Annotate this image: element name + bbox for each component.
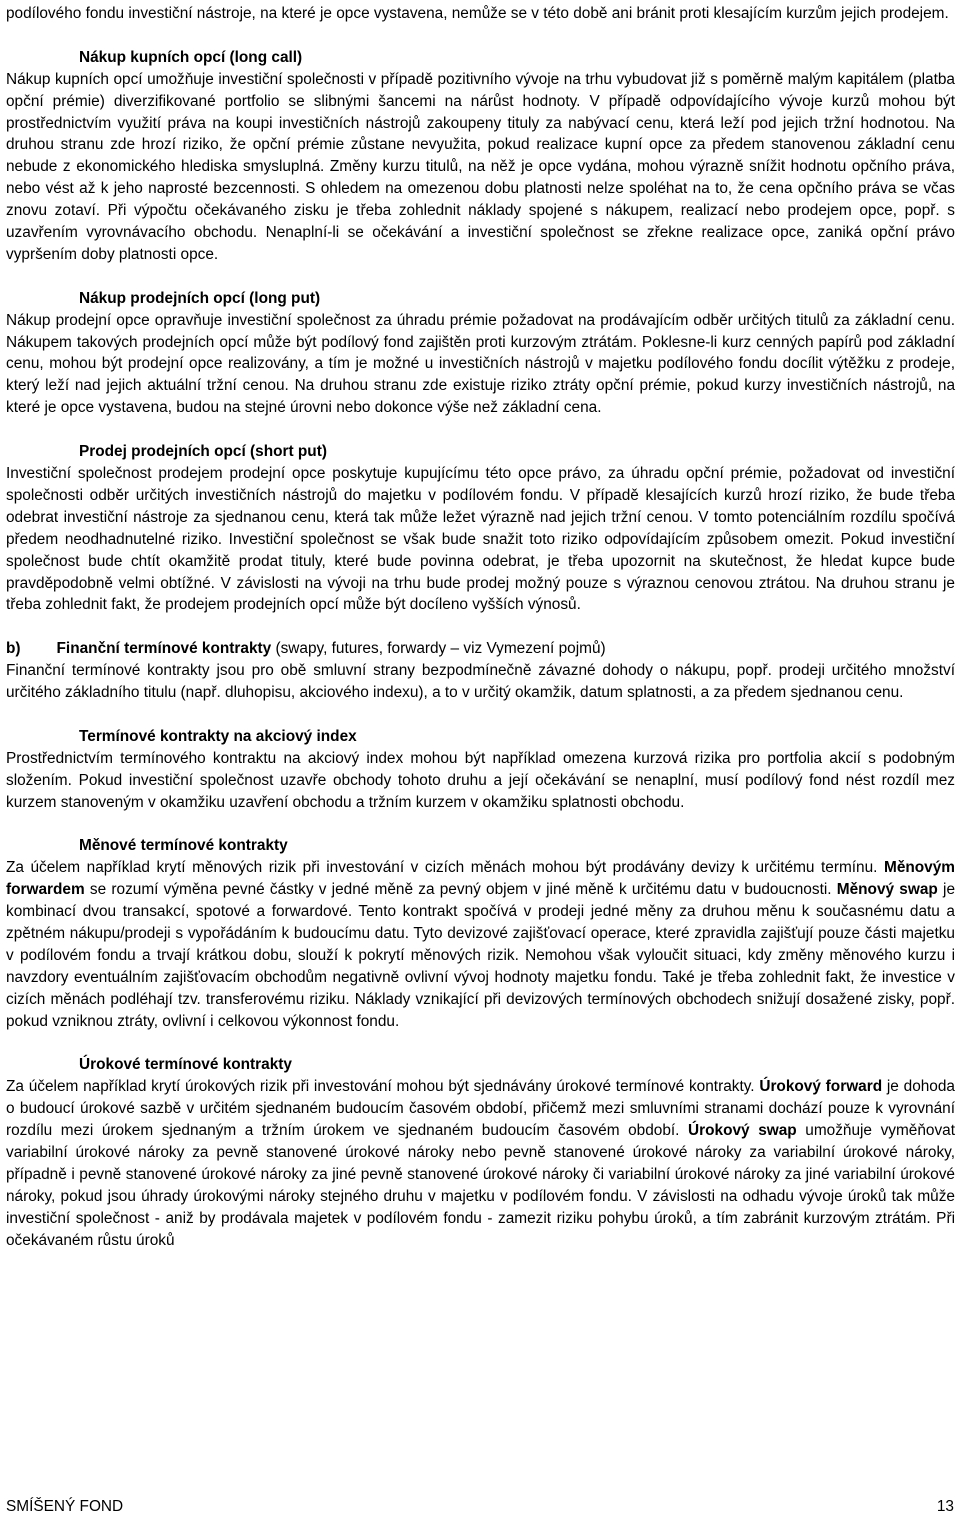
heading-index-futures: Termínové kontrakty na akciový index — [79, 727, 357, 745]
section-b-heading — [6, 638, 955, 660]
heading-long-put: Nákup prodejních opcí (long put) — [79, 289, 321, 307]
heading-short-put: Prodej prodejních opcí (short put) — [79, 443, 327, 461]
paragraph-financial-futures: Finanční termínové kontrakty jsou pro obě smluvní strany bezpodmínečně závazné dohody o nákupu, popř. prodeji určitého množství určitého základního titulu (např. dluhopisu, akciového indexu), a to v určitý okamžik, datum splatnosti, a za předem sjednanou cenu. — [6, 662, 955, 702]
fx-term-forward: Měnovým forwardem — [6, 859, 955, 899]
ir-text-1: Za účelem například krytí úrokových rizik při investování mohou být sjednávány úrokové termínové kontrakty. — [6, 1078, 760, 1096]
footer-fund-name: SMÍŠENÝ FOND — [6, 1498, 124, 1515]
fx-text-3: je kombinací dvou transakcí, spotové a forwardové. Tento kontrakt spočívá v prodeji jedné měny za druhou měnu k současnému datu a zpětném nákupu/prodeji s vypořádáním k budoucímu datu. Tyto devizové zajišťovací operace, které zpravidla zajišťují pouze části majetku v podílovém fondu a trvají krátkou dobu, slouží k pokrytí měnových rizik. Nemohou však vyloučit situaci, kdy změny měnového kurzu i navzdory eventuálním zajišťovacím obchodům negativně ovlivní vývoj hodnoty majetku fondu. Také je třeba zohlednit fakt, že investice v cizích měnách podléhají tzv. transferovému riziku. Náklady vznikající při devizových termínových obchodech snižují dosažené zisky, popř. pokud vzniknou ztráty, ovlivní i celkovou výkonnost fondu. — [6, 881, 955, 1030]
heading-ir-futures: Úrokové termínové kontrakty — [79, 1056, 292, 1074]
paragraph-ir-futures — [6, 1076, 955, 1251]
section-b-title-rest: (swapy, futures, forwardy – viz Vymezení pojmů) — [271, 640, 606, 658]
paragraph-long-call: Nákup kupních opcí umožňuje investiční společnosti v případě pozitivního vývoje na trhu vybudovat již s poměrně malým kapitálem (platba opční prémie) diverzifikované portfolio se slibnými šancemi na nárůst hodnoty. V případě odpovídajícího vývoje kurzů mohou být prostřednictvím využití práva na koupi investičních nástrojů zakoupeny tituly za nabývací cenu, která leží pod jejich tržní hodnotou. Na druhou stranu zde hrozí riziko, že opční prémie zůstane nevyužita, pokud realizace kupní opce za předem stanovenou základní cenu nebude z ekonomického hlediska smysluplná. Změny kurzu titulů, na něž je opce vydána, mohou výrazně snížit hodnotu opčního práva, nebo vést až k jeho naprosté bezcennosti. S ohledem na omezenou dobu platnosti nelze spoléhat na to, že cena opčního práva se včas znovu zotaví. Při výpočtu očekávaného zisku je třeba zohlednit náklady spojené s nákupem, realizací nebo prodejem opce, popř. s uzavřením vyrovnávacího obchodu. Nenaplní-li se očekávání a investiční společnost se zřekne realizace opce, zaniká opční právo vypršením doby platnosti opce. — [6, 70, 955, 263]
ir-term-swap: Úrokový swap — [688, 1122, 797, 1140]
document-page — [6, 3, 955, 1252]
paragraph-fx-futures — [6, 857, 955, 1032]
heading-fx-futures: Měnové termínové kontrakty — [79, 837, 288, 855]
fx-term-swap: Měnový swap — [836, 881, 938, 899]
ir-text-3: umožňuje vyměňovat variabilní úrokové nároky za pevně stanovené úrokové nároky nebo pevně stanovené úrokové nároky za variabilní úrokové nároky, případně i pevně stanovené úrokové nároky za jiné pevně stanovené úrokové nároky či variabilní úrokové nároky za jiné variabilní úrokové nároky, pokud jsou úhrady úrokovými nároky stejného druhu v majetku v podílovém fondu. V závislosti na odhadu vývoje úroků tak může investiční společnost - aniž by prodávala majetek v podílovém fondu - zamezit riziku pohybu úroků, a tím zabránit kurzovým ztrátám. Při očekávaném růstu úroků — [6, 1122, 955, 1249]
fx-text-2: se rozumí výměna pevné částky v jedné měně za pevný objem v jiné měně k určitému datu v budoucnosti. — [84, 881, 837, 899]
paragraph-index-futures: Prostřednictvím termínového kontraktu na akciový index mohou být například omezena kurzová rizika pro portfolia akcií s podobným složením. Pokud investiční společnost uzavře obchody tohoto druhu a její očekávání se nenaplní, musí podílový fond nést rozdíl mez kurzem stanoveným v okamžiku uzavření obchodu a tržním kurzem v okamžiku splatnosti obchodu. — [6, 749, 955, 811]
heading-long-call: Nákup kupních opcí (long call) — [79, 48, 303, 66]
page-number: 13 — [936, 1498, 954, 1515]
section-b-title: Finanční termínové kontrakty — [56, 640, 272, 658]
fx-text-1: Za účelem například krytí měnových rizik při investování v cizích měnách mohou být prodávány devizy k určitému termínu. — [6, 859, 884, 877]
ir-text-2: je dohoda o budoucí úrokové sazbě v určitém sjednaném budoucím časovém období, přičemž mezi smluvními stranami dochází pouze k vyrovnání rozdílu mezi úrokem sjednaným a tržním úrokem ve sjednaném budoucím časovém období. — [6, 1078, 955, 1140]
ir-term-forward: Úrokový forward — [759, 1078, 883, 1096]
section-b-marker: b) — [6, 640, 21, 658]
paragraph-short-put: Investiční společnost prodejem prodejní opce poskytuje kupujícímu této opce právo, za úhradu opční prémie, požadovat od investiční společnosti odběr určitých investičních nástrojů do majetku v podílovém fondu. V případě klesajících kurzů hrozí riziko, že bude třeba odebrat investiční nástroje za sjednanou cenu, která tak může ležet výrazně nad jejich tržní cenou. V tomto potenciálním rozdílu spočívá předem neodhadnutelné riziko. Investiční společnost se však bude snažit toto riziko odpovídajícím způsobem omezit. Pokud investiční společnost bude chtít okamžitě prodat tituly, které bude povinna odebrat, je třeba upozornit na skutečnost, že hledat kupce bude pravděpodobně velmi obtížné. V závislosti na vývoji na trhu bude prodej možný pouze s výraznou cenovou ztrátou. Na druhou stranu je třeba zohlednit fakt, že prodejem prodejních opcí může být docíleno vyšších výnosů. — [6, 464, 955, 614]
paragraph-options-intro-end: podílového fondu investiční nástroje, na které je opce vystavena, nemůže se v této době ani bránit proti klesajícím kurzům jejich prodejem. — [6, 5, 949, 22]
paragraph-long-put: Nákup prodejní opce opravňuje investiční společnost za úhradu prémie požadovat na prodávajícím odběr určitých titulů za základní cenu. Nákupem takových prodejních opcí může být podílový fond zajištěn proti kurzovým ztrátám. Poklesne-li kurz cenných papírů pod základní cenu, mohou být prodejní opce realizovány, a tím je možné u investičních nástrojů v majetku podílového fondu docílit výtěžku z prodeje, který leží nad jejich aktuální tržní cenou. Na druhou stranu zde existuje riziko ztráty opční prémie, pokud kurzy investičních nástrojů, na které je opce vystavena, budou na stejné úrovni nebo dokonce výše než základní cena. — [6, 311, 955, 417]
page-footer — [6, 1498, 954, 1516]
